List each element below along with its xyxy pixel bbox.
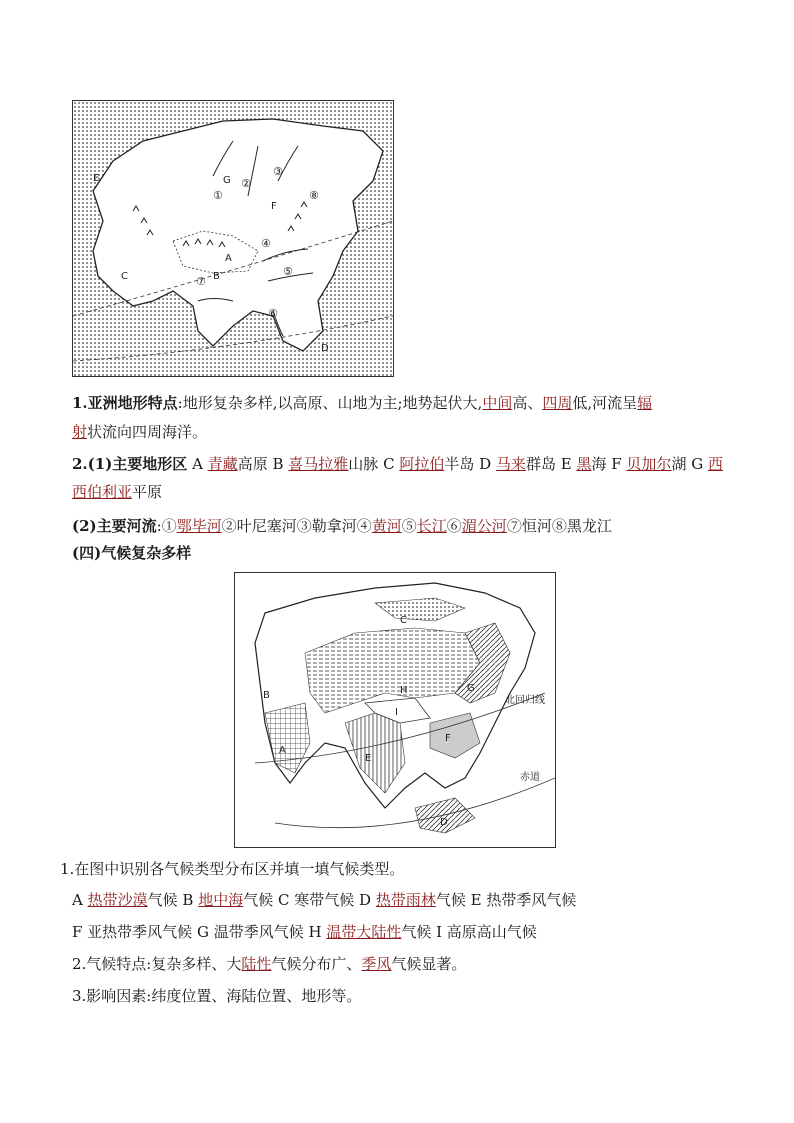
terrain-features-line-2 [72,421,207,443]
climate-features-prefix: 2.气候特点:复杂多样、大 [72,955,242,973]
terrain-map-drawing [73,101,393,376]
region-e-suffix: 海 [591,455,612,473]
terrain-text-2: 高、 [512,394,543,412]
climate-letter-e: E [365,753,372,764]
climate-letter-i: I [395,707,398,718]
region-g-answer-cont: 西伯利亚 [72,483,133,501]
climate-letter-c: C [400,615,407,626]
rivers-sep: :① [156,517,177,535]
terrain-features-line [72,392,652,414]
climate-features-answer-2: 季风 [361,955,392,973]
climate-h-answer: 温带大陆性 [326,923,402,941]
region-f-answer: 贝加尔 [626,455,672,473]
river-number-5: ⑤ [283,265,293,278]
region-f-prefix: F [611,455,627,473]
river-number-4: ④ [261,237,271,250]
rivers-7-8: ⑦恒河⑧黑龙江 [506,517,612,535]
terrain-letter-d: D [321,343,329,354]
tropic-label: 北回归线 [505,695,545,706]
asia-climate-map [234,572,556,848]
climate-map-drawing [235,573,555,847]
climate-letter-g: G [467,683,475,694]
climate-a-suffix: 气候 [147,891,183,909]
climate-a-answer: 热带沙漠 [87,891,148,909]
climate-letter-h: H [400,685,408,696]
region-d-suffix: 群岛 [525,455,561,473]
terrain-letter-g: G [223,175,231,186]
climate-row2-prefix: F 亚热带季风气候 G 温带季风气候 H [72,923,327,941]
climate-features-mid: 气候分布广、 [271,955,362,973]
rivers-line [72,515,612,537]
terrain-answer-middle: 中间 [482,394,513,412]
region-b-prefix: B [272,455,289,473]
region-e-answer: 黑 [576,455,592,473]
region-c-suffix: 半岛 [444,455,480,473]
terrain-regions-line-2 [72,481,162,503]
region-c-answer: 阿拉伯 [399,455,445,473]
river-number-6: ⑥ [268,307,278,320]
climate-features-suffix: 气候显著。 [391,955,467,973]
rivers-title: (2)主要河流 [72,517,157,535]
climate-letter-a: A [279,745,286,756]
region-g-answer: 西 [707,455,723,473]
river-number-3: ③ [273,165,283,178]
climate-b-suffix: 气候 C 寒带气候 [243,891,360,909]
terrain-text-1: :地形复杂多样,以高原、山地为主;地势起伏大, [177,394,483,412]
climate-letter-d: D [440,817,448,828]
river-5-answer: 长江 [416,517,447,535]
climate-question-1: 1.在图中识别各气候类型分布区并填一填气候类型。 [60,860,405,878]
region-b-suffix: 山脉 [348,455,384,473]
terrain-letter-b: B [213,271,220,282]
river-number-1: ① [213,189,223,202]
river-6-number: ⑥ [446,517,462,535]
river-5-number: ⑤ [401,517,417,535]
river-1-answer: 鄂毕河 [176,517,222,535]
river-6-answer: 湄公河 [461,517,507,535]
terrain-letter-e: E [93,173,100,184]
asia-terrain-map [72,100,394,377]
region-g-prefix: G [691,455,708,473]
climate-b-answer: 地中海 [198,891,244,909]
river-number-2: ② [241,177,251,190]
terrain-letter-c: C [121,271,128,282]
terrain-answer-radial-1: 辐 [637,394,653,412]
climate-features-answer-1: 陆性 [241,955,272,973]
climate-d-prefix: D [359,891,376,909]
region-a-suffix: 高原 [237,455,273,473]
climate-letter-f: F [445,733,451,744]
climate-a-prefix: A [72,891,88,909]
region-a-answer: 青藏 [207,455,238,473]
equator-label: 赤道 [520,772,540,783]
climate-d-answer: 热带雨林 [375,891,436,909]
climate-letter-b: B [263,690,270,701]
region-d-prefix: D [479,455,496,473]
river-number-8: ⑧ [309,189,319,202]
climate-features-line [72,953,466,975]
terrain-answer-radial-2: 射 [72,423,88,441]
region-g-suffix: 平原 [132,483,163,501]
climate-row2-suffix: 气候 I 高原高山气候 [401,923,537,941]
terrain-text-3: 低,河流呈 [572,394,638,412]
terrain-letter-f: F [271,201,277,212]
river-4-answer: 黄河 [371,517,402,535]
rivers-2-4: ②叶尼塞河③勒拿河④ [221,517,372,535]
climate-heading: (四)气候复杂多样 [72,544,192,562]
region-d-answer: 马来 [495,455,526,473]
river-number-7: ⑦ [196,275,206,288]
climate-factors-line: 3.影响因素:纬度位置、海陆位置、地形等。 [72,987,362,1005]
region-b-answer: 喜马拉雅 [288,455,349,473]
climate-types-row-2 [72,921,537,943]
region-a-prefix: A [192,455,208,473]
region-c-prefix: C [383,455,400,473]
terrain-text-4: 状流向四周海洋。 [87,423,208,441]
climate-b-prefix: B [182,891,199,909]
climate-d-suffix: 气候 E 热带季风气候 [435,891,577,909]
region-e-prefix: E [560,455,577,473]
terrain-regions-line [72,453,723,475]
region-f-suffix: 湖 [671,455,692,473]
terrain-letter-a: A [225,253,232,264]
climate-types-row-1 [72,889,576,911]
terrain-answer-surround: 四周 [542,394,573,412]
regions-title: 2.(1)主要地形区 [72,455,188,473]
terrain-title: 1.亚洲地形特点 [72,394,178,412]
